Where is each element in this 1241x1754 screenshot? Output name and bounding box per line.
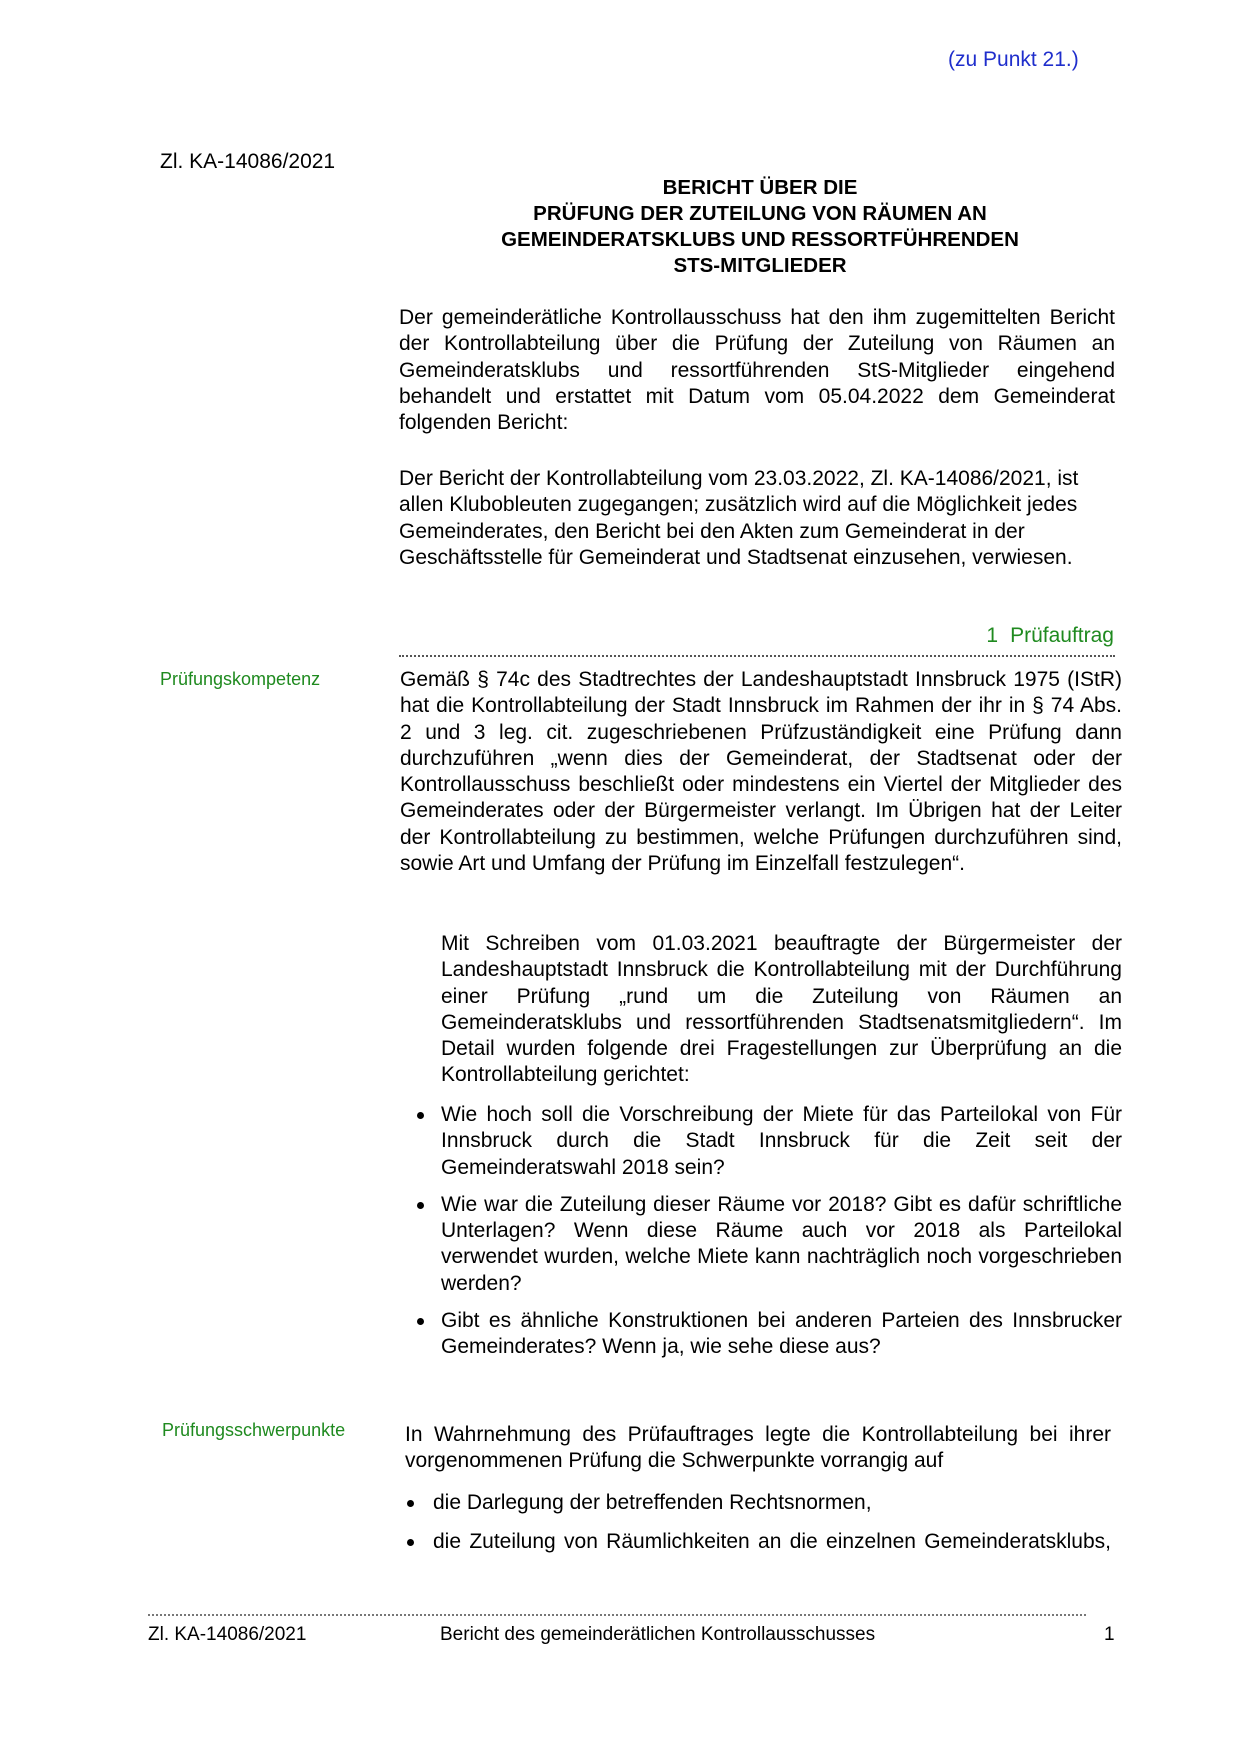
list-item: Gibt es ähnliche Konstruktionen bei anderen Parteien des Innsbrucker Gemeinderates? Wenn ja, wie sehe diese aus?	[415, 1308, 1122, 1361]
section-number: 1	[986, 624, 999, 647]
section-heading	[986, 624, 1114, 648]
list-item: die Darlegung der betreffenden Rechtsnormen,	[405, 1490, 1111, 1516]
list-item: die Zuteilung von Räumlichkeiten an die einzelnen Gemeinderatsklubs,	[405, 1529, 1111, 1555]
title-line-2: PRÜFUNG DER ZUTEILUNG VON RÄUMEN AN	[533, 202, 987, 225]
page-number: 1	[1104, 1624, 1115, 1645]
title-line-1: BERICHT ÜBER DIE	[662, 176, 858, 199]
questions-list	[415, 1102, 1122, 1372]
focus-list	[405, 1490, 1111, 1569]
competence-paragraph: Gemäß § 74c des Stadtrechtes der Landeshauptstadt Innsbruck 1975 (IStR) hat die Kontrollabteilung der Stadt Innsbruck im Rahmen der ihr in § 74 Abs. 2 und 3 leg. cit. zugeschriebenen Prüfzuständigkeit eine Prüfung dann durchzuführen „wenn dies der Gemeinderat, der Stadtsenat oder der Kontrollausschuss beschließt oder mindestens ein Viertel der Mitglieder des Gemeinderates oder der Bürgermeister verlangt. Im Übrigen hat der Leiter der Kontrollabteilung zu bestimmen, welche Prüfungen durchzuführen sind, sowie Art und Umfang der Prüfung im Einzelfall festzulegen“.	[400, 668, 1122, 876]
intro-paragraph-1: Der gemeinderätliche Kontrollausschuss hat den ihm zugemittelten Bericht der Kontrollabteilung über die Prüfung der Zuteilung von Räumen an Gemeinderatsklubs und ressortführenden StS-Mitglieder eingehend behandelt und erstattet mit Datum vom 05.04.2022 dem Gemeinderat folgenden Bericht:	[399, 306, 1115, 435]
footer-report-name: Bericht des gemeinderätlichen Kontrollausschusses	[440, 1624, 876, 1645]
list-item: Wie hoch soll die Vorschreibung der Miete für das Parteilokal von Für Innsbruck durch die Stadt Innsbruck für die Zeit seit der Gemeinderatswahl 2018 sein?	[415, 1102, 1122, 1181]
focus-paragraph: In Wahrnehmung des Prüfauftrages legte die Kontrollabteilung bei ihrer vorgenommenen Prüfung die Schwerpunkte vorrangig auf	[405, 1423, 1111, 1473]
report-title	[400, 175, 1120, 279]
footer-file-number: Zl. KA-14086/2021	[148, 1624, 307, 1645]
intro-paragraph-2: Der Bericht der Kontrollabteilung vom 23.03.2022, Zl. KA-14086/2021, ist allen Klubobleuten zugegangen; zusätzlich wird auf die Möglichkeit jedes Gemeinderates, den Bericht bei den Akten zum Gemeinderat in der Geschäftsstelle für Gemeinderat und Stadtsenat einzusehen, verwiesen.	[399, 467, 1079, 569]
section-divider	[399, 655, 1115, 657]
margin-label-focus: Prüfungsschwerpunkte	[162, 1420, 346, 1440]
list-item: Wie war die Zuteilung dieser Räume vor 2018? Gibt es dafür schriftliche Unterlagen? Wenn diese Räume auch vor 2018 als Parteilokal verwendet wurden, welche Miete kann nachträglich noch vorgeschrieben werden?	[415, 1192, 1122, 1297]
footer-divider	[148, 1614, 1086, 1616]
title-line-3: GEMEINDERATSKLUBS UND RESSORTFÜHRENDEN	[501, 228, 1019, 251]
file-number: Zl. KA-14086/2021	[160, 150, 336, 173]
mandate-paragraph: Mit Schreiben vom 01.03.2021 beauftragte der Bürgermeister der Landeshauptstadt Innsbruck die Kontrollabteilung mit der Durchführung einer Prüfung „rund um die Zuteilung von Räumen an Gemeinderatsklubs und ressortführenden Stadtsenatsmitgliedern“. Im Detail wurden folgende drei Fragestellungen zur Überprüfung an die Kontrollabteilung gerichtet:	[441, 932, 1122, 1087]
title-line-4: STS-MITGLIEDER	[673, 254, 847, 277]
reference-note: (zu Punkt 21.)	[948, 48, 1079, 71]
section-title: Prüfauftrag	[1010, 624, 1114, 647]
margin-label-competence: Prüfungskompetenz	[160, 669, 321, 689]
